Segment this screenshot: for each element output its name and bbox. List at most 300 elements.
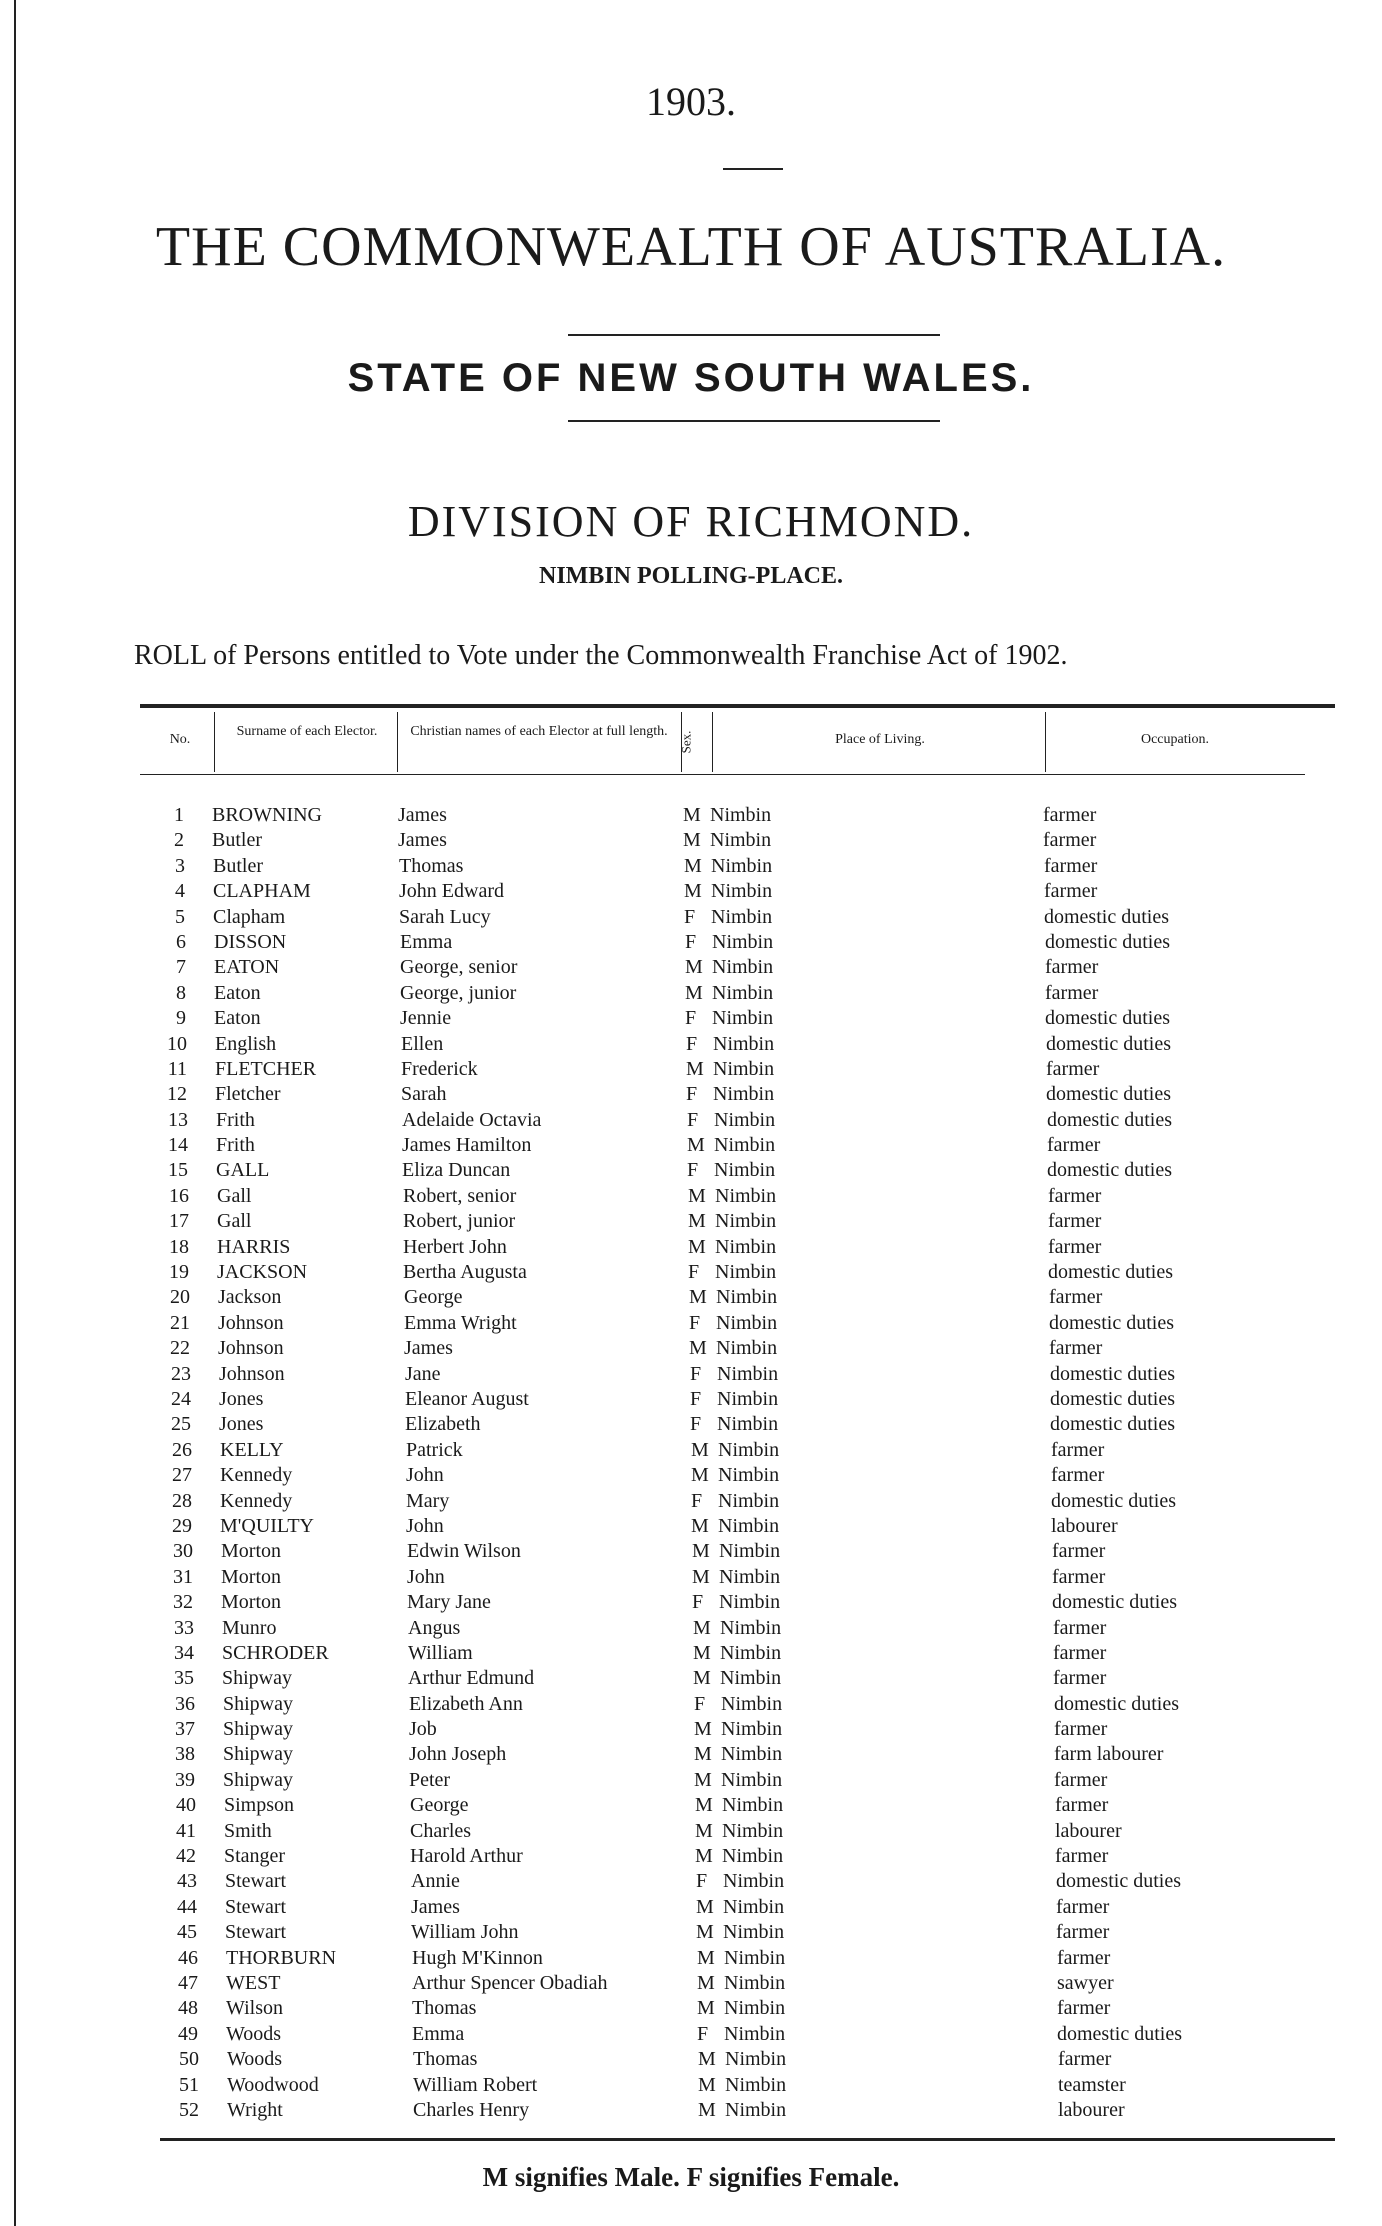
- elector-christian-names: Charles Henry: [413, 2098, 530, 2121]
- column-divider: [214, 712, 215, 772]
- elector-place: Nimbin: [711, 880, 773, 903]
- elector-number: 48: [178, 1997, 198, 2020]
- elector-place: Nimbin: [721, 1768, 783, 1791]
- elector-place: Nimbin: [721, 1718, 783, 1741]
- elector-occupation: domestic duties: [1045, 930, 1170, 953]
- elector-christian-names: Emma Wright: [404, 1311, 517, 1334]
- elector-number: 24: [171, 1387, 191, 1410]
- elector-number: 23: [171, 1362, 191, 1385]
- elector-sex: M: [696, 1895, 714, 1918]
- elector-surname: Kennedy: [220, 1464, 293, 1487]
- elector-place: Nimbin: [723, 1870, 785, 1893]
- elector-surname: Stewart: [225, 1895, 287, 1918]
- elector-number: 8: [176, 981, 186, 1004]
- elector-surname: Gall: [217, 1184, 252, 1207]
- elector-place: Nimbin: [721, 1692, 783, 1715]
- table-row: [0, 905, 1382, 930]
- elector-surname: Shipway: [223, 1718, 293, 1741]
- elector-number: 46: [178, 1946, 198, 1969]
- elector-christian-names: Eliza Duncan: [402, 1159, 511, 1182]
- elector-number: 19: [169, 1261, 189, 1284]
- table-row: [0, 1108, 1382, 1133]
- elector-surname: DISSON: [214, 930, 287, 953]
- elector-sex: F: [688, 1261, 700, 1284]
- title-rule: [568, 334, 940, 336]
- elector-surname: Wilson: [226, 1997, 283, 2020]
- table-row: [0, 1590, 1382, 1615]
- elector-sex: M: [689, 1286, 707, 1309]
- elector-number: 16: [169, 1184, 189, 1207]
- elector-number: 32: [173, 1591, 193, 1614]
- elector-occupation: domestic duties: [1050, 1413, 1175, 1436]
- elector-christian-names: Bertha Augusta: [403, 1261, 527, 1284]
- elector-number: 11: [167, 1057, 187, 1080]
- elector-surname: Gall: [217, 1210, 252, 1233]
- state-rule: [568, 420, 940, 422]
- elector-number: 38: [175, 1743, 195, 1766]
- table-row: [0, 1819, 1382, 1844]
- elector-christian-names: Charles: [410, 1819, 472, 1842]
- elector-number: 14: [168, 1134, 188, 1157]
- elector-number: 50: [179, 2048, 199, 2071]
- elector-christian-names: James: [411, 1895, 460, 1918]
- elector-number: 29: [172, 1514, 192, 1537]
- elector-number: 31: [173, 1565, 193, 1588]
- elector-surname: Woods: [226, 2022, 282, 2045]
- elector-christian-names: Sarah: [401, 1083, 447, 1106]
- header-occupation: Occupation.: [1140, 732, 1210, 747]
- elector-number: 3: [175, 854, 185, 877]
- elector-sex: F: [684, 905, 696, 928]
- elector-christian-names: George: [410, 1794, 469, 1817]
- elector-occupation: domestic duties: [1046, 1032, 1171, 1055]
- elector-surname: FLETCHER: [215, 1057, 317, 1080]
- table-row: [0, 854, 1382, 879]
- elector-sex: M: [698, 2073, 716, 2096]
- elector-place: Nimbin: [718, 1464, 780, 1487]
- table-row: [0, 1616, 1382, 1641]
- elector-number: 39: [175, 1768, 195, 1791]
- elector-christian-names: William Robert: [413, 2073, 538, 2096]
- elector-sex: M: [692, 1540, 710, 1563]
- elector-sex: F: [697, 2022, 709, 2045]
- elector-christian-names: Emma: [400, 930, 453, 953]
- elector-surname: Jackson: [218, 1286, 282, 1309]
- elector-sex: M: [697, 1997, 715, 2020]
- elector-christian-names: Mary: [406, 1489, 450, 1512]
- elector-place: Nimbin: [719, 1591, 781, 1614]
- elector-christian-names: Elizabeth Ann: [409, 1692, 523, 1715]
- elector-number: 10: [167, 1032, 187, 1055]
- elector-surname: GALL: [216, 1159, 270, 1182]
- elector-occupation: domestic duties: [1047, 1108, 1172, 1131]
- elector-number: 28: [172, 1489, 192, 1512]
- elector-place: Nimbin: [722, 1819, 784, 1842]
- elector-occupation: farmer: [1052, 1540, 1106, 1563]
- elector-occupation: farmer: [1054, 1718, 1108, 1741]
- elector-occupation: farmer: [1055, 1794, 1109, 1817]
- elector-number: 43: [177, 1870, 197, 1893]
- elector-occupation: farmer: [1044, 880, 1098, 903]
- elector-place: Nimbin: [714, 1159, 776, 1182]
- elector-surname: M'QUILTY: [220, 1514, 314, 1537]
- elector-number: 37: [175, 1718, 195, 1741]
- elector-occupation: farmer: [1053, 1616, 1107, 1639]
- elector-sex: M: [698, 2048, 716, 2071]
- elector-place: Nimbin: [724, 1946, 786, 1969]
- elector-number: 51: [179, 2073, 199, 2096]
- elector-christian-names: Peter: [409, 1768, 451, 1791]
- elector-sex: M: [691, 1514, 709, 1537]
- elector-sex: F: [685, 930, 697, 953]
- table-top-rule: [140, 704, 1335, 708]
- elector-christian-names: Ellen: [401, 1032, 444, 1055]
- elector-place: Nimbin: [714, 1134, 776, 1157]
- division-heading: DIVISION OF RICHMOND.: [407, 497, 975, 546]
- elector-place: Nimbin: [723, 1895, 785, 1918]
- elector-place: Nimbin: [724, 1997, 786, 2020]
- table-row: [0, 1387, 1382, 1412]
- elector-christian-names: James: [398, 804, 447, 826]
- elector-surname: Eaton: [214, 1007, 261, 1030]
- elector-sex: M: [694, 1768, 712, 1791]
- elector-occupation: farmer: [1051, 1438, 1105, 1461]
- elector-number: 44: [177, 1895, 197, 1918]
- elector-christian-names: William John: [411, 1921, 519, 1944]
- elector-occupation: farmer: [1055, 1845, 1109, 1868]
- elector-surname: Morton: [221, 1565, 281, 1588]
- elector-surname: Jones: [219, 1413, 264, 1436]
- elector-place: Nimbin: [711, 854, 773, 877]
- elector-place: Nimbin: [712, 981, 774, 1004]
- elector-surname: Clapham: [213, 905, 286, 928]
- elector-number: 33: [174, 1616, 194, 1639]
- table-row: [0, 1209, 1382, 1234]
- elector-occupation: farmer: [1056, 1921, 1110, 1944]
- table-row: [0, 1514, 1382, 1539]
- elector-number: 52: [179, 2098, 199, 2121]
- elector-number: 22: [170, 1337, 190, 1360]
- elector-surname: Frith: [216, 1134, 255, 1157]
- table-row: [0, 1158, 1382, 1183]
- table-row: [0, 1996, 1382, 2021]
- elector-sex: M: [695, 1845, 713, 1868]
- elector-place: Nimbin: [712, 956, 774, 979]
- table-row: [0, 2073, 1382, 2098]
- header-no: No.: [169, 732, 191, 747]
- elector-occupation: domestic duties: [1044, 905, 1169, 928]
- elector-christian-names: Thomas: [399, 854, 464, 877]
- table-row: [0, 1717, 1382, 1742]
- table-row: [0, 2022, 1382, 2047]
- elector-number: 41: [176, 1819, 196, 1842]
- elector-number: 9: [176, 1007, 186, 1030]
- elector-occupation: farmer: [1057, 1946, 1111, 1969]
- elector-occupation: domestic duties: [1045, 1007, 1170, 1030]
- elector-sex: F: [689, 1311, 701, 1334]
- elector-christian-names: George: [404, 1286, 463, 1309]
- elector-sex: M: [693, 1667, 711, 1690]
- elector-place: Nimbin: [718, 1514, 780, 1537]
- elector-christian-names: Angus: [408, 1616, 461, 1639]
- table-row: [0, 1793, 1382, 1818]
- elector-sex: M: [687, 1134, 705, 1157]
- elector-christian-names: Annie: [411, 1870, 460, 1893]
- elector-number: 21: [170, 1311, 190, 1334]
- table-row: [0, 803, 1382, 828]
- elector-sex: F: [687, 1159, 699, 1182]
- elector-sex: F: [696, 1870, 708, 1893]
- elector-christian-names: Robert, senior: [403, 1184, 517, 1207]
- elector-surname: Butler: [213, 854, 263, 877]
- table-row: [0, 1184, 1382, 1209]
- elector-christian-names: Elizabeth: [405, 1413, 481, 1436]
- table-row: [0, 879, 1382, 904]
- table-row: [0, 1692, 1382, 1717]
- elector-christian-names: Thomas: [412, 1997, 477, 2020]
- elector-sex: F: [690, 1362, 702, 1385]
- table-row: [0, 1311, 1382, 1336]
- elector-occupation: domestic duties: [1046, 1083, 1171, 1106]
- elector-occupation: domestic duties: [1049, 1311, 1174, 1334]
- elector-place: Nimbin: [712, 930, 774, 953]
- elector-sex: M: [693, 1616, 711, 1639]
- elector-place: Nimbin: [719, 1540, 781, 1563]
- table-row: [0, 955, 1382, 980]
- elector-place: Nimbin: [713, 1057, 775, 1080]
- elector-christian-names: Hugh M'Kinnon: [412, 1946, 543, 1969]
- elector-sex: F: [687, 1108, 699, 1131]
- elector-sex: F: [690, 1387, 702, 1410]
- table-row: [0, 981, 1382, 1006]
- elector-number: 18: [169, 1235, 189, 1258]
- elector-christian-names: James: [398, 829, 447, 852]
- elector-place: Nimbin: [724, 2022, 786, 2045]
- elector-surname: Smith: [224, 1819, 272, 1842]
- elector-surname: Johnson: [218, 1311, 284, 1334]
- elector-place: Nimbin: [722, 1794, 784, 1817]
- elector-number: 45: [177, 1921, 197, 1944]
- elector-occupation: domestic duties: [1050, 1387, 1175, 1410]
- elector-surname: Frith: [216, 1108, 255, 1131]
- elector-sex: M: [698, 2098, 716, 2121]
- elector-occupation: domestic duties: [1052, 1591, 1177, 1614]
- elector-christian-names: Thomas: [413, 2048, 478, 2071]
- elector-sex: M: [691, 1464, 709, 1487]
- elector-place: Nimbin: [725, 2048, 787, 2071]
- elector-christian-names: Jennie: [400, 1007, 452, 1030]
- elector-number: 26: [172, 1438, 192, 1461]
- elector-occupation: farmer: [1049, 1286, 1103, 1309]
- elector-number: 36: [175, 1692, 195, 1715]
- elector-occupation: farmer: [1049, 1337, 1103, 1360]
- table-row: [0, 1895, 1382, 1920]
- table-row: [0, 1869, 1382, 1894]
- elector-surname: Morton: [221, 1591, 281, 1614]
- elector-sex: M: [684, 854, 702, 877]
- elector-surname: Johnson: [218, 1337, 284, 1360]
- elector-number: 13: [168, 1108, 188, 1131]
- elector-surname: Woodwood: [227, 2073, 319, 2096]
- elector-place: Nimbin: [715, 1210, 777, 1233]
- elector-christian-names: Mary Jane: [407, 1591, 491, 1614]
- elector-christian-names: Sarah Lucy: [399, 905, 491, 928]
- table-row: [0, 1362, 1382, 1387]
- elector-surname: Wright: [227, 2098, 283, 2121]
- elector-place: Nimbin: [716, 1337, 778, 1360]
- elector-place: Nimbin: [716, 1311, 778, 1334]
- elector-surname: THORBURN: [226, 1946, 337, 1969]
- elector-occupation: farmer: [1052, 1565, 1106, 1588]
- elector-occupation: farmer: [1044, 854, 1098, 877]
- elector-surname: Munro: [222, 1616, 277, 1639]
- elector-surname: Johnson: [219, 1362, 285, 1385]
- table-row: [0, 2098, 1382, 2123]
- elector-sex: M: [692, 1565, 710, 1588]
- column-divider: [397, 712, 398, 772]
- elector-surname: Butler: [212, 829, 262, 852]
- table-row: [0, 1539, 1382, 1564]
- table-row: [0, 930, 1382, 955]
- elector-place: Nimbin: [722, 1845, 784, 1868]
- elector-christian-names: George, junior: [400, 981, 517, 1004]
- elector-number: 7: [176, 956, 186, 979]
- elector-occupation: farmer: [1045, 981, 1099, 1004]
- elector-surname: Stanger: [224, 1845, 286, 1868]
- elector-number: 5: [175, 905, 185, 928]
- elector-number: 1: [174, 804, 184, 826]
- elector-sex: M: [685, 981, 703, 1004]
- elector-occupation: domestic duties: [1047, 1159, 1172, 1182]
- elector-surname: Jones: [219, 1387, 264, 1410]
- elector-place: Nimbin: [715, 1184, 777, 1207]
- column-divider: [712, 712, 713, 772]
- elector-sex: F: [694, 1692, 706, 1715]
- elector-christian-names: James: [404, 1337, 453, 1360]
- elector-sex: M: [695, 1794, 713, 1817]
- elector-occupation: labourer: [1055, 1819, 1122, 1842]
- elector-sex: M: [691, 1438, 709, 1461]
- elector-place: Nimbin: [711, 905, 773, 928]
- table-row: [0, 1463, 1382, 1488]
- elector-number: 27: [172, 1464, 192, 1487]
- elector-surname: CLAPHAM: [213, 880, 311, 903]
- elector-place: Nimbin: [712, 1007, 774, 1030]
- elector-place: Nimbin: [720, 1616, 782, 1639]
- elector-occupation: labourer: [1051, 1514, 1118, 1537]
- elector-number: 49: [178, 2022, 198, 2045]
- elector-christian-names: Arthur Spencer Obadiah: [412, 1971, 608, 1994]
- polling-place-heading: NIMBIN POLLING-PLACE.: [538, 563, 844, 589]
- table-row: [0, 1666, 1382, 1691]
- elector-place: Nimbin: [721, 1743, 783, 1766]
- elector-sex: M: [696, 1921, 714, 1944]
- elector-occupation: farmer: [1047, 1134, 1101, 1157]
- elector-christian-names: Arthur Edmund: [408, 1667, 535, 1690]
- table-row: [0, 1057, 1382, 1082]
- elector-number: 40: [176, 1794, 196, 1817]
- elector-occupation: farmer: [1048, 1235, 1102, 1258]
- elector-christian-names: Eleanor August: [405, 1387, 529, 1410]
- elector-occupation: teamster: [1058, 2073, 1126, 2096]
- table-row: [0, 1641, 1382, 1666]
- elector-christian-names: Patrick: [406, 1438, 463, 1461]
- elector-sex: M: [694, 1743, 712, 1766]
- elector-number: 17: [169, 1210, 189, 1233]
- elector-number: 12: [167, 1083, 187, 1106]
- elector-place: Nimbin: [720, 1641, 782, 1664]
- table-row: [0, 1082, 1382, 1107]
- table-row: [0, 2047, 1382, 2072]
- elector-sex: M: [686, 1057, 704, 1080]
- elector-sex: F: [691, 1489, 703, 1512]
- table-header-rule: [140, 774, 1305, 775]
- footer-legend: M signifies Male. F signifies Female.: [482, 2162, 900, 2192]
- elector-christian-names: John: [406, 1464, 444, 1487]
- elector-surname: EATON: [214, 956, 280, 979]
- elector-number: 2: [174, 829, 184, 852]
- table-row: [0, 1489, 1382, 1514]
- elector-sex: M: [697, 1971, 715, 1994]
- elector-number: 34: [174, 1641, 194, 1664]
- elector-surname: Stewart: [225, 1921, 287, 1944]
- elector-christian-names: Jane: [405, 1362, 441, 1385]
- elector-place: Nimbin: [725, 2073, 787, 2096]
- elector-surname: HARRIS: [217, 1235, 291, 1258]
- elector-occupation: farmer: [1053, 1641, 1107, 1664]
- elector-occupation: farmer: [1057, 1997, 1111, 2020]
- elector-christian-names: Edwin Wilson: [407, 1540, 521, 1563]
- header-place: Place of Living.: [835, 732, 925, 747]
- elector-surname: WEST: [226, 1971, 281, 1994]
- elector-surname: SCHRODER: [222, 1641, 329, 1664]
- roll-heading: ROLL of Persons entitled to Vote under the Commonwealth Franchise Act of 1902.: [134, 640, 1068, 671]
- year-underline: [723, 168, 783, 170]
- elector-occupation: farmer: [1051, 1464, 1105, 1487]
- elector-sex: M: [688, 1235, 706, 1258]
- elector-christian-names: Herbert John: [403, 1235, 507, 1258]
- elector-surname: Shipway: [222, 1667, 292, 1690]
- elector-list: [0, 803, 1382, 2123]
- elector-place: Nimbin: [716, 1286, 778, 1309]
- elector-surname: JACKSON: [217, 1261, 308, 1284]
- elector-sex: F: [686, 1032, 698, 1055]
- elector-occupation: farmer: [1054, 1768, 1108, 1791]
- elector-number: 47: [178, 1971, 198, 1994]
- elector-sex: M: [693, 1641, 711, 1664]
- table-row: [0, 1438, 1382, 1463]
- elector-surname: Morton: [221, 1540, 281, 1563]
- elector-sex: M: [697, 1946, 715, 1969]
- elector-place: Nimbin: [718, 1489, 780, 1512]
- elector-occupation: farmer: [1048, 1210, 1102, 1233]
- elector-occupation: farmer: [1056, 1895, 1110, 1918]
- elector-occupation: farmer: [1045, 956, 1099, 979]
- elector-place: Nimbin: [723, 1921, 785, 1944]
- header-sex: Sex.: [678, 730, 694, 754]
- elector-sex: M: [689, 1337, 707, 1360]
- table-bottom-rule: [160, 2138, 1335, 2141]
- elector-sex: F: [690, 1413, 702, 1436]
- elector-occupation: domestic duties: [1051, 1489, 1176, 1512]
- elector-christian-names: John Joseph: [409, 1743, 507, 1766]
- elector-surname: Kennedy: [220, 1489, 293, 1512]
- column-divider: [1045, 712, 1046, 772]
- elector-surname: Simpson: [224, 1794, 295, 1817]
- elector-occupation: labourer: [1058, 2098, 1125, 2121]
- table-row: [0, 1844, 1382, 1869]
- elector-christian-names: Job: [409, 1718, 437, 1741]
